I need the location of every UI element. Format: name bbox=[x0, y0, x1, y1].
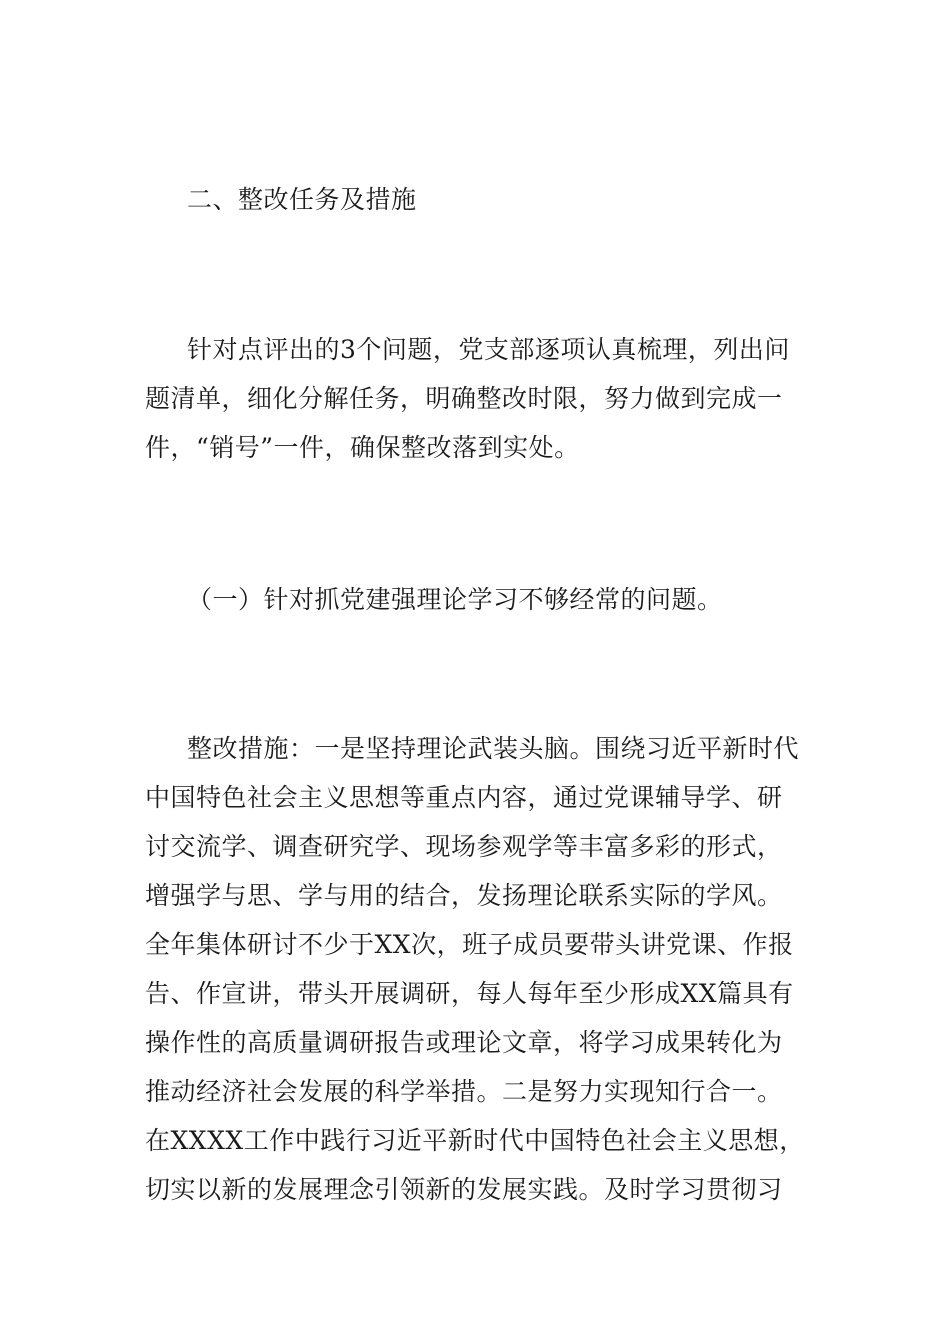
paragraph-line: 切实以新的发展理念引领新的发展实践。及时学习贯彻习 bbox=[145, 1175, 783, 1204]
paragraph-line: 题清单，细化分解任务，明确整改时限，努力做到完成一 bbox=[145, 384, 783, 413]
subheading: （一）针对抓党建强理论学习不够经常的问题。 bbox=[187, 585, 723, 614]
paragraph-line: 在XXXX工作中践行习近平新时代中国特色社会主义思想， bbox=[145, 1126, 805, 1155]
paragraph-line: 告、作宣讲，带头开展调研，每人每年至少形成XX篇具有 bbox=[145, 979, 794, 1008]
paragraph-line: 整改措施：一是坚持理论武装头脑。围绕习近平新时代 bbox=[187, 734, 800, 763]
paragraph-line: 件，“销号”一件，确保整改落到实处。 bbox=[145, 433, 580, 462]
section-heading: 二、整改任务及措施 bbox=[187, 185, 417, 214]
paragraph-line: 增强学与思、学与用的结合，发扬理论联系实际的学风。 bbox=[145, 881, 783, 910]
paragraph-line: 讨交流学、调查研究学、现场参观学等丰富多彩的形式， bbox=[145, 832, 783, 861]
paragraph-line: 推动经济社会发展的科学举措。二是努力实现知行合一。 bbox=[145, 1077, 783, 1106]
paragraph-line: 针对点评出的3个问题，党支部逐项认真梳理，列出问 bbox=[187, 335, 790, 364]
paragraph-line: 中国特色社会主义思想等重点内容，通过党课辅导学、研 bbox=[145, 783, 783, 812]
paragraph-line: 操作性的高质量调研报告或理论文章，将学习成果转化为 bbox=[145, 1028, 783, 1057]
paragraph-line: 全年集体研讨不少于XX次，班子成员要带头讲党课、作报 bbox=[145, 930, 794, 959]
